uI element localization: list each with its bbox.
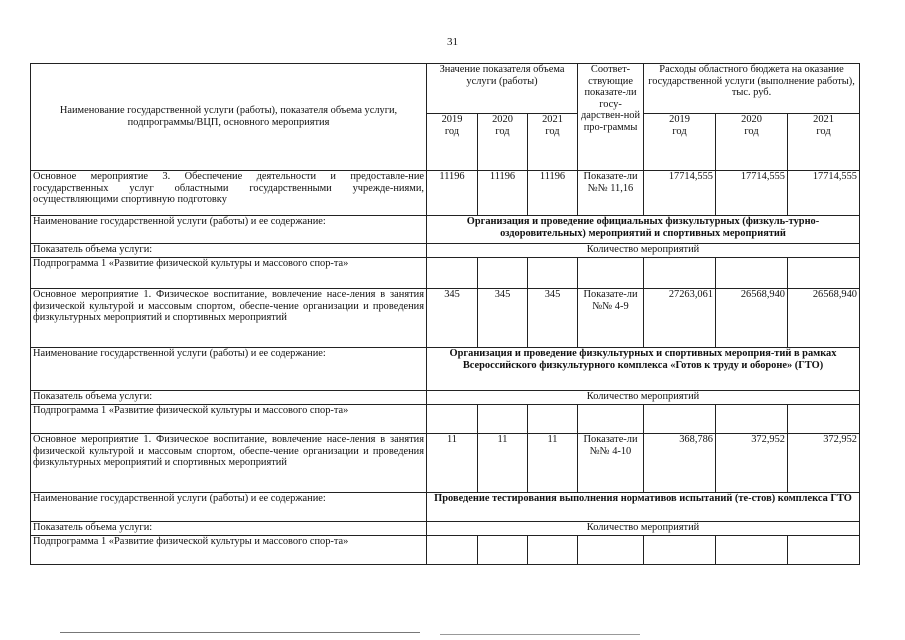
expense-2021: 17714,555 — [788, 171, 860, 216]
table-row — [31, 348, 860, 391]
indicator-refs: Показате-ли №№ 4-9 — [578, 289, 644, 348]
table-header — [31, 64, 860, 171]
header-expenses-group: Расходы областного бюджета на оказание государственной услуги (выполнение работы), тыс. руб. — [644, 64, 860, 114]
footer-divider — [60, 632, 420, 633]
value-2020: 345 — [478, 289, 528, 348]
service-label: Наименование государственной услуги (работы) и ее содержание: — [31, 216, 427, 244]
header-value-year: 2019 год — [427, 114, 478, 171]
expense-2020: 17714,555 — [716, 171, 788, 216]
value-2019: 11196 — [427, 171, 478, 216]
table-row — [31, 244, 860, 258]
header-value-year: 2020 год — [478, 114, 528, 171]
header-name-column: Наименование государственной услуги (работы), показателя объема услуги, подпрограммы/ВЦП, основного мероприятия — [31, 64, 427, 171]
table-row — [31, 289, 860, 348]
table-row — [31, 536, 860, 565]
expense-2019: 27263,061 — [644, 289, 716, 348]
value-2021: 11 — [528, 434, 578, 493]
indicator-value: Количество мероприятий — [427, 391, 860, 405]
table-row — [31, 216, 860, 244]
measure-name: Основное мероприятие 1. Физическое воспитание, вовлечение насе-ления в занятия физической культурой и массовым спортом, обеспе-чение организации и проведения физкультурных мероприятий и спортивных мероприятий — [31, 434, 427, 493]
value-2019: 345 — [427, 289, 478, 348]
service-description: Проведение тестирования выполнения нормативов испытаний (те-стов) комплекса ГТО — [427, 493, 860, 522]
service-description: Организация и проведение физкультурных и спортивных мероприя-тий в рамках Всероссийского физкультурного комплекса «Готов к труду и обороне» (ГТО) — [427, 348, 860, 391]
value-2021: 11196 — [528, 171, 578, 216]
table-row — [31, 258, 860, 289]
subprogram-name: Подпрограмма 1 «Развитие физической культуры и массового спор-та» — [31, 258, 427, 289]
table-row — [31, 522, 860, 536]
table-row — [31, 405, 860, 434]
value-2020: 11196 — [478, 171, 528, 216]
expense-2020: 26568,940 — [716, 289, 788, 348]
expense-2020: 372,952 — [716, 434, 788, 493]
expense-2019: 368,786 — [644, 434, 716, 493]
subprogram-name: Подпрограмма 1 «Развитие физической культуры и массового спор-та» — [31, 536, 427, 565]
header-expense-year: 2020 год — [716, 114, 788, 171]
table-row — [31, 434, 860, 493]
page-number: 31 — [447, 36, 458, 48]
value-2020: 11 — [478, 434, 528, 493]
service-label: Наименование государственной услуги (работы) и ее содержание: — [31, 493, 427, 522]
indicator-label: Показатель объема услуги: — [31, 391, 427, 405]
expense-2019: 17714,555 — [644, 171, 716, 216]
table-row — [31, 171, 860, 216]
expense-2021: 26568,940 — [788, 289, 860, 348]
measure-name: Основное мероприятие 3. Обеспечение деятельности и предоставле-ние государственных услуг областными государственными учрежде-ниями, осуществляющими спортивную подготовку — [31, 171, 427, 216]
table-row — [31, 391, 860, 405]
header-expense-year: 2019 год — [644, 114, 716, 171]
header-matching-indicators: Соответ-ствующие показате-ли госу-дарствен-ной про-граммы — [578, 64, 644, 171]
table-row — [31, 493, 860, 522]
footer-divider — [440, 634, 640, 635]
service-description: Организация и проведение официальных физкультурных (физкуль-турно-оздоровительных) мероприятий и спортивных мероприятий — [427, 216, 860, 244]
header-expense-year: 2021 год — [788, 114, 860, 171]
indicator-refs: Показате-ли №№ 4-10 — [578, 434, 644, 493]
header-values-group: Значение показателя объема услуги (работы) — [427, 64, 578, 114]
value-2019: 11 — [427, 434, 478, 493]
indicator-label: Показатель объема услуги: — [31, 522, 427, 536]
service-label: Наименование государственной услуги (работы) и ее содержание: — [31, 348, 427, 391]
value-2021: 345 — [528, 289, 578, 348]
program-table — [30, 63, 860, 565]
measure-name: Основное мероприятие 1. Физическое воспитание, вовлечение насе-ления в занятия физической культурой и массовым спортом, обеспе-чение организации и проведения физкультурных мероприятий и спортивных мероприятий — [31, 289, 427, 348]
indicator-value: Количество мероприятий — [427, 522, 860, 536]
expense-2021: 372,952 — [788, 434, 860, 493]
indicator-value: Количество мероприятий — [427, 244, 860, 258]
header-value-year: 2021 год — [528, 114, 578, 171]
indicator-label: Показатель объема услуги: — [31, 244, 427, 258]
indicator-refs: Показате-ли №№ 11,16 — [578, 171, 644, 216]
subprogram-name: Подпрограмма 1 «Развитие физической культуры и массового спор-та» — [31, 405, 427, 434]
